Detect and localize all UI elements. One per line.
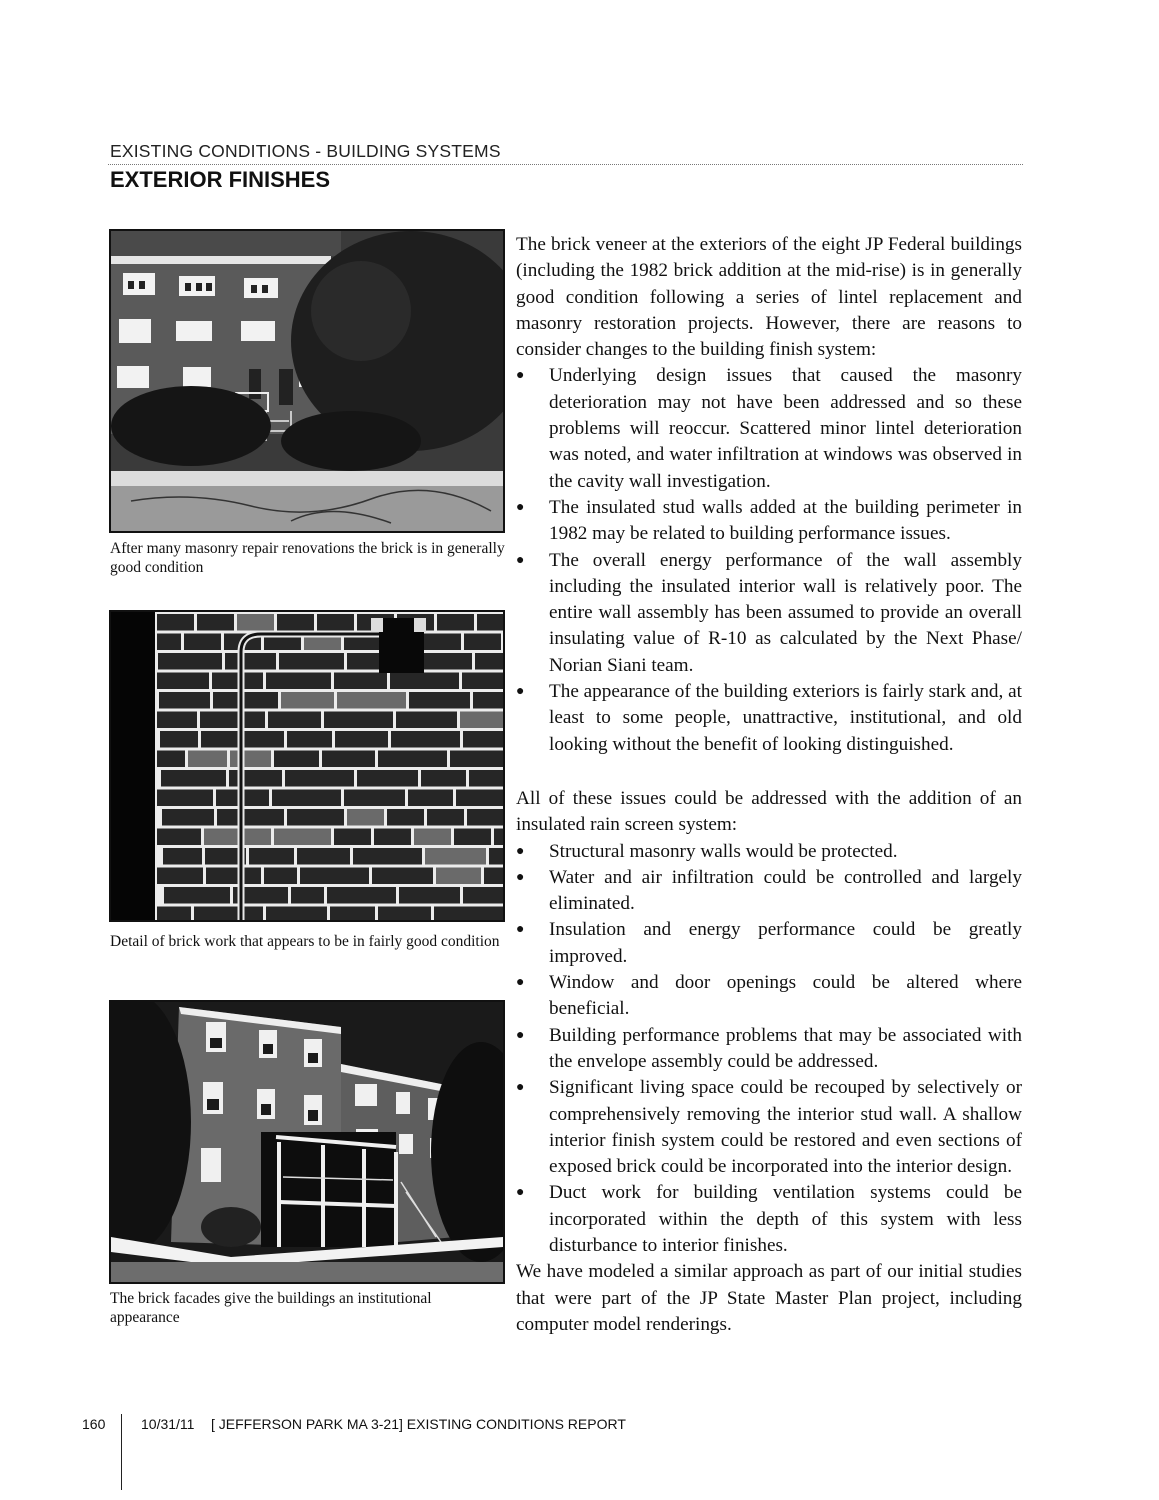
report-date: 10/31/11	[141, 1416, 195, 1432]
closing-paragraph: We have modeled a similar approach as part of our initial studies that were part of the JP State Master Plan project, including computer model renderings.	[516, 1261, 1022, 1335]
bullet-icon: ●	[516, 1080, 525, 1096]
bullet-icon: ●	[516, 499, 525, 515]
bullet-icon: ●	[516, 684, 525, 700]
bullet-icon: ●	[516, 1027, 525, 1043]
list-item: ● The insulated stud walls added at the building perimeter in 1982 may be related to building performance issues.	[516, 496, 1022, 545]
photo-caption: The brick facades give the buildings an institutional appearance	[110, 1290, 432, 1326]
body-text	[516, 232, 1022, 1338]
list-item: ● Water and air infiltration could be controlled and largely eliminated.	[516, 866, 1022, 915]
bullet-icon: ●	[516, 975, 525, 991]
photo-building-exterior	[109, 229, 505, 533]
list-item: ● The overall energy performance of the wall assembly including the insulated interior wall is relatively poor. The entire wall assembly has been assumed to provide an overall insulating value of R-10 as calculated by the Next Phase/ Norian Siani team.	[516, 549, 1022, 676]
list-item: ● Building performance problems that may be associated with the envelope assembly could be addressed.	[516, 1024, 1022, 1072]
photo-caption: Detail of brick work that appears to be in fairly good condition	[110, 933, 500, 950]
bullet-icon: ●	[516, 843, 525, 859]
list-item: ● Underlying design issues that caused the masonry deterioration may not have been addressed and so these problems will reoccur. Scattered minor lintel deterioration was noted, and water infiltration at windows was observed in the cavity wall investigation.	[516, 365, 1022, 492]
bullet-icon: ●	[516, 869, 525, 885]
header-divider	[108, 164, 1023, 165]
photo-brick-facade	[109, 1000, 505, 1284]
list-item: ● Significant living space could be recouped by selectively or comprehensively removing the interior stud wall. A shallow interior finish system could be restored and even sections of exposed brick could be incorporated into the interior design.	[516, 1077, 1022, 1178]
intro-paragraph: The brick veneer at the exteriors of the eight JP Federal buildings (including the 1982 brick addition at the mid-rise) is in generally good condition following a series of lintel replacement and masonry restoration projects. However, there are reasons to consider changes to the building finish system:	[516, 234, 1022, 361]
section-label: EXISTING CONDITIONS - BUILDING SYSTEMS	[110, 141, 501, 161]
bullet-icon: ●	[516, 922, 525, 938]
bullet-icon: ●	[516, 552, 525, 568]
transition-paragraph: All of these issues could be addressed with the addition of an insulated rain screen system:	[516, 787, 1022, 836]
list-item: ● Duct work for building ventilation systems could be incorporated within the depth of this system with less disturbance to interior finishes.	[516, 1182, 1022, 1256]
page-number: 160	[82, 1416, 106, 1432]
list-item: ● The appearance of the building exteriors is fairly stark and, at least to some people, unattractive, institutional, and old looking without the benefit of looking distinguished.	[516, 681, 1022, 755]
benefits-list	[516, 839, 1022, 1260]
reasons-list	[516, 363, 1022, 757]
photo-caption: After many masonry repair renovations the brick is in generally good condition	[110, 540, 505, 576]
list-item: ● Structural masonry walls would be protected.	[516, 839, 1022, 865]
photo-brick-detail	[109, 610, 505, 922]
page-title: EXTERIOR FINISHES	[110, 167, 331, 192]
list-item: ● Insulation and energy performance could be greatly improved.	[516, 919, 1022, 967]
footer-divider	[121, 1414, 122, 1490]
bullet-icon: ●	[516, 1185, 525, 1201]
bullet-icon: ●	[516, 368, 525, 384]
report-title: [ JEFFERSON PARK MA 3-21] EXISTING CONDITIONS REPORT	[211, 1416, 626, 1432]
list-item: ● Window and door openings could be altered where beneficial.	[516, 972, 1022, 1020]
